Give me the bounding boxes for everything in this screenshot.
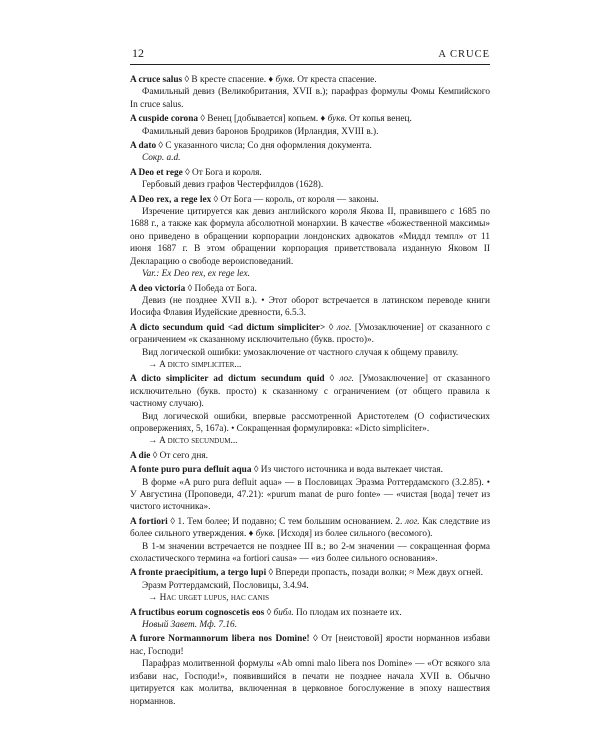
entry-definition xyxy=(130,140,490,152)
entry-definition xyxy=(130,464,490,476)
entry-text: ◊ xyxy=(325,322,337,333)
entry-label: букв. xyxy=(275,75,295,85)
dictionary-entry xyxy=(130,113,490,138)
entry-label: библ. xyxy=(273,607,294,618)
dictionary-entry xyxy=(130,450,490,462)
entry-headword: A fructibus eorum cognoscetis eos xyxy=(130,607,265,618)
entry-headword: A dicto secundum quid <ad dictum simpliciter> xyxy=(130,322,326,333)
entry-headword: A deo victoria xyxy=(130,283,186,294)
entry-text: ◊ Впереди пропасть, позади волки; ≈ Меж двух огней. xyxy=(266,568,483,579)
dictionary-entry xyxy=(130,194,490,281)
entry-note: Var.: Ex Deo rex, ex rege lex. xyxy=(142,269,250,280)
dictionary-entry xyxy=(130,167,490,192)
page-header xyxy=(132,46,490,61)
cross-reference: → A dicto secundum... xyxy=(148,436,238,447)
entry-note: Новый Завет. Мф. 7.16. xyxy=(142,620,238,631)
entry-headword: A cruce salus xyxy=(130,75,183,85)
entry-text: ◊ От Бога — король, от короля — законы. xyxy=(211,194,379,205)
entry-definition xyxy=(130,167,490,179)
entry-label: букв. xyxy=(327,114,347,125)
entry-definition xyxy=(130,450,490,462)
entry-label: букв. xyxy=(255,529,276,540)
dictionary-entry xyxy=(130,373,490,447)
entry-headword: A cuspide corona xyxy=(130,114,199,125)
header-rule xyxy=(130,64,490,65)
entry-definition xyxy=(130,373,490,410)
entry-commentary: Вид логической ошибки, впервые рассмотренной Аристотелем (О софистических опровержениях, 5, 167a). • Сокращенная формулировка: «Dicto simpliciter». xyxy=(130,411,490,434)
entry-text: ◊ От Бога и короля. xyxy=(182,167,262,178)
entry-text: ◊ Венец [добывается] копьем. ♦ xyxy=(198,114,328,125)
entry-headword: A Deo rex, a rege lex xyxy=(130,194,212,205)
dictionary-entry xyxy=(130,283,490,320)
cross-reference: → Hac urget lupus, hac canis xyxy=(148,593,269,604)
entries-column xyxy=(130,72,490,708)
entry-definition xyxy=(130,283,490,295)
entry-commentary: Изречение цитируется как девиз английского короля Якова II, правившего с 1685 по 1688 г., а также как формула абсолютной монархии. В качестве «божественной максимы» оно приведено в обращении корпорации лондонских адвокатов «Миддл темпл» от 11 июня 1687 г. В этом обращении корпорация приветствовала изданную Яковом II Декларацию о свободе вероисповеданий. xyxy=(130,207,490,267)
entry-text: ◊ В кресте спасение. ♦ xyxy=(182,75,276,85)
entry-commentary: Гербовый девиз графов Честерфилдов (1628). xyxy=(142,180,324,191)
dictionary-entry xyxy=(130,464,490,514)
entry-definition xyxy=(130,567,490,579)
entry-headword: A fonte puro pura defluit aqua xyxy=(130,465,252,476)
entry-commentary: В форме «A puro pura defluit aqua» — в Пословицах Эразма Роттердамского (3.2.85). • У Августина (Проповеди, 47.21): «purum manat de puro fonte» — «чистая [вода] течет из чистого источника». xyxy=(130,477,490,513)
entry-definition xyxy=(130,516,490,541)
entry-definition xyxy=(130,322,490,347)
entry-headword: A Deo et rege xyxy=(130,167,183,178)
entry-text: ◊ С указанного числа; Со дня оформления документа. xyxy=(156,141,372,152)
dictionary-entry xyxy=(130,567,490,604)
dictionary-entry xyxy=(130,516,490,566)
entry-commentary: Парафраз молитвенной формулы «Ab omni malo libera nos Domine» — «От всякого зла избави нас, Господи!», появившийся в печати не позднее начала XVII в. Обычно цитируется как молитва, включенная в церковное богослужение в эпоху нашествия норманнов. xyxy=(130,659,490,707)
entry-text: ◊ xyxy=(264,607,274,618)
dictionary-entry xyxy=(130,74,490,111)
entry-label: лог. xyxy=(336,322,352,333)
entry-commentary: Эразм Роттердамский, Пословицы, 3.4.94. xyxy=(142,580,309,591)
entry-note: Сокр. a.d. xyxy=(142,153,181,164)
dictionary-entry xyxy=(130,633,490,707)
entry-definition xyxy=(130,74,490,86)
entry-headword: A dicto simpliciter ad dictum secundum quid xyxy=(130,374,325,385)
entry-headword: A furore Normannorum libera nos Domine! xyxy=(130,634,310,645)
entry-headword: A die xyxy=(130,450,151,461)
dictionary-entry xyxy=(130,607,490,632)
entry-definition xyxy=(130,607,490,619)
entry-text: От креста спасение. xyxy=(294,75,377,85)
entry-commentary: Фамильный девиз баронов Бродриков (Ирландия, XVIII в.). xyxy=(142,126,379,137)
entry-headword: A dato xyxy=(130,141,157,152)
entry-headword: A fronte praecipitium, a tergo lupi xyxy=(130,568,267,579)
entry-label: лог. xyxy=(404,516,420,527)
entry-text: ◊ От [неистовой] ярости норманнов избави нас, Господи! xyxy=(130,634,491,657)
entry-text: [Умозаключение] от сказанного исключительно (букв. просто) к сказанному с ограничением (от общего правила к частному случаю). xyxy=(130,374,490,410)
entry-commentary: Девиз (не позднее XVII в.). • Этот оборот встречается в латинском переводе книги Иосифа Флавия Иудейские древности, 6.5.3. xyxy=(130,295,490,319)
dictionary-entry xyxy=(130,140,490,165)
entry-definition xyxy=(130,633,490,658)
entry-commentary: Вид логической ошибки: умозаключение от частного случая к общему правилу. xyxy=(142,347,459,358)
dictionary-entry xyxy=(130,322,490,372)
entry-definition xyxy=(130,113,490,125)
entry-label: лог. xyxy=(339,374,354,385)
entry-text: ◊ От сего дня. xyxy=(150,450,208,461)
entry-commentary: Фамильный девиз (Великобритания, XVII в.); парафраз формулы Фомы Кемпийского In cruce salus. xyxy=(130,87,490,110)
entry-text: [Умозаключение] от сказанного с ограничением «к сказанному исключительно (букв. просто)». xyxy=(130,322,491,346)
entry-text: Как следствие из более сильного утверждения. ♦ xyxy=(130,516,490,540)
entry-text: ◊ Из чистого источника и вода вытекает чистая. xyxy=(251,465,443,476)
page-number: 12 xyxy=(132,46,144,60)
entry-commentary: В 1-м значении встречается не позднее III в.; во 2-м значении — сокращенная форма схоластического термина «a fortiori causa» — «из более сильного основания». xyxy=(130,541,490,565)
entry-text: По плодам их познаете их. xyxy=(293,607,402,618)
entry-text: От копья венец. xyxy=(346,114,412,125)
cross-reference: → A dicto simpliciter... xyxy=(148,359,242,370)
running-head: A CRUCE xyxy=(438,49,490,60)
entry-text: ◊ 1. Тем более; И подавно; С тем большим основанием. 2. xyxy=(167,516,405,527)
entry-definition xyxy=(130,194,490,206)
entry-text: ◊ Победа от Бога. xyxy=(185,283,257,294)
entry-text: [Исходя] из более сильного (весомого). xyxy=(275,529,433,540)
entry-text: ◊ xyxy=(324,374,340,385)
entry-headword: A fortiori xyxy=(130,516,168,527)
